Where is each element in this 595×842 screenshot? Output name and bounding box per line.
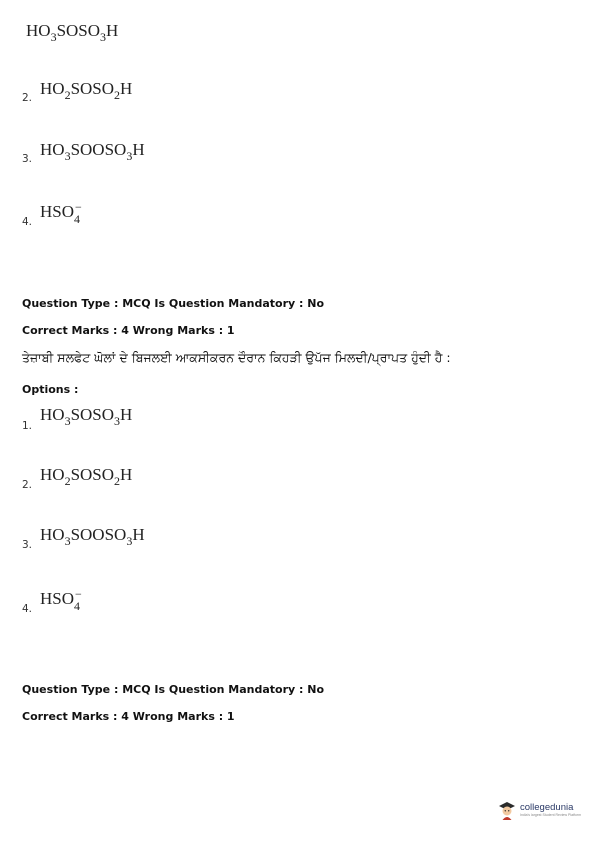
option-formula: $HO_3SOSO_3H$ [40, 405, 133, 428]
graduate-avatar-icon [497, 800, 517, 820]
options-label: Options : [22, 383, 79, 396]
option-number: 2. [22, 92, 33, 104]
question-type-line: Question Type : MCQ Is Question Mandatory : No [22, 683, 325, 696]
option-number: 3. [22, 153, 33, 165]
option-number: 1. [22, 420, 33, 432]
logo-name: collegedunia [520, 801, 574, 813]
option-formula: $HO_3SOOSO_3H$ [40, 140, 145, 163]
option-formula: $HO_2SOSO_2H$ [40, 465, 133, 488]
top-formula: $HO_3SOSO_3H$ [26, 21, 119, 44]
question-text: ਤੇਜ਼ਾਬੀ ਸਲਫੇਟ ਘੋਲਾਂ ਦੇ ਬਿਜਲਈ ਆਕਸੀਕਰਨ ਦੌਰਾਨ ਕਿਹੜੀ ਉਪੱਜ ਮਿਲਦੀ/ਪ੍ਰਾਪਤ ਹੁੰਦੀ ਹੈ : [22, 350, 451, 365]
option-number: 4. [22, 216, 33, 228]
marks-line: Correct Marks : 4 Wrong Marks : 1 [22, 324, 235, 337]
option-number: 4. [22, 603, 33, 615]
option-formula: HSO − 4 [40, 587, 82, 613]
option-number: 2. [22, 479, 33, 491]
question-type-line: Question Type : MCQ Is Question Mandatory : No [22, 297, 325, 310]
option-formula: $HO_3SOOSO_3H$ [40, 525, 145, 548]
option-number: 3. [22, 539, 33, 551]
logo-tagline: India's largest Student Review Platform [520, 813, 581, 818]
collegedunia-logo [497, 800, 581, 820]
option-formula: HSO − 4 [40, 200, 82, 226]
option-formula: $HO_2SOSO_2H$ [40, 79, 133, 102]
marks-line: Correct Marks : 4 Wrong Marks : 1 [22, 710, 235, 723]
